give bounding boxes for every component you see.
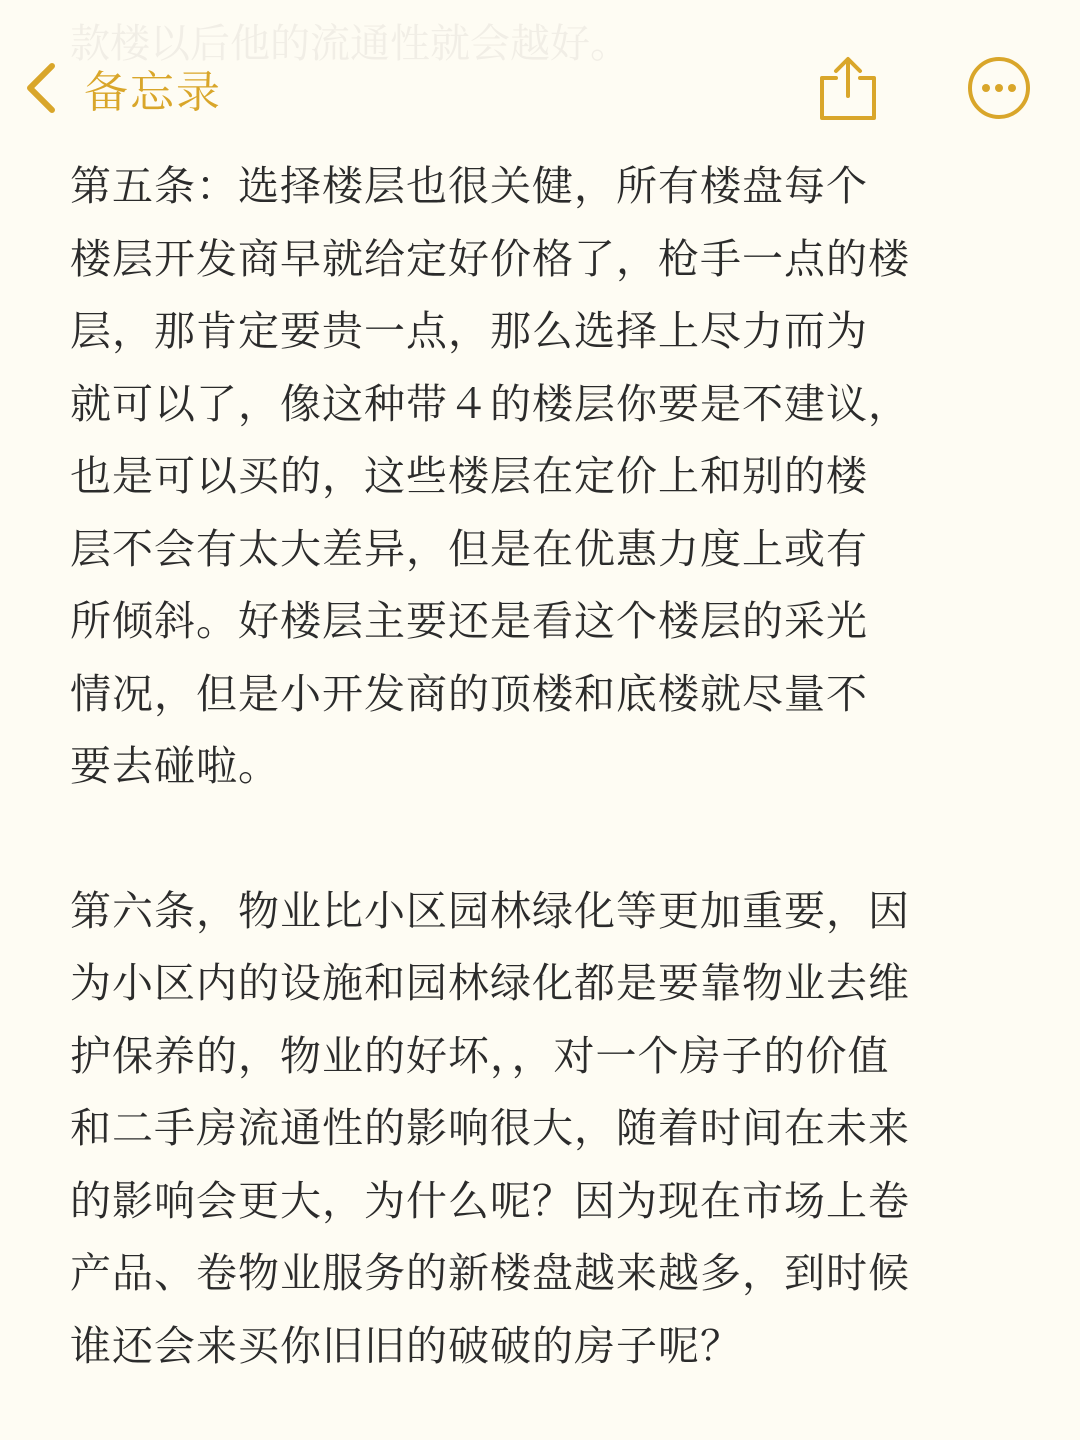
text-line: 楼层开发商早就给定好价格了，枪手一点的楼 — [70, 234, 910, 283]
text-line: 要去碰啦。 — [70, 742, 280, 790]
text-line: 第五条：选择楼层也很关健，所有楼盘每个 — [70, 162, 868, 210]
note-body[interactable] — [70, 150, 1015, 1382]
text-line: 为小区内的设施和园林绿化都是要靠物业去维 — [70, 959, 910, 1007]
text-line: 层不会有太大差异，但是在优惠力度上或有 — [70, 524, 868, 573]
text-line: 层，那肯定要贵一点，那么选择上尽力而为 — [70, 307, 868, 355]
navigation-bar — [0, 52, 1080, 124]
text-line: 的影响会更大，为什么呢？因为现在市场上卷 — [70, 1176, 910, 1225]
paragraph-spacer — [70, 803, 1015, 875]
text-line: 情况，但是小开发商的顶楼和底楼就尽量不 — [70, 669, 868, 718]
share-icon[interactable] — [816, 54, 880, 122]
text-line: 和二手房流通性的影响很大，随着时间在未来 — [70, 1104, 910, 1152]
text-line: 护保养的，物业的好坏，，对一个房子的价值 — [70, 1031, 890, 1080]
text-line: 产品、卷物业服务的新楼盘越来越多，到时候 — [70, 1249, 910, 1297]
text-line: 所倾斜。好楼层主要还是看这个楼层的采光 — [70, 597, 868, 645]
paragraph-rule-6 — [70, 875, 1015, 1383]
back-button[interactable] — [22, 52, 222, 124]
paragraph-rule-5 — [70, 150, 1015, 803]
text-line: 就可以了，像这种带４的楼层你要是不建议， — [70, 379, 910, 428]
text-line: 也是可以买的，这些楼层在定价上和别的楼 — [70, 452, 868, 500]
back-label: 备忘录 — [84, 67, 222, 118]
chevron-left-icon — [22, 60, 58, 116]
text-line: 第六条，物业比小区园林绿化等更加重要，因 — [70, 886, 910, 935]
text-line: 谁还会来买你旧旧的破破的房子呢？ — [70, 1321, 742, 1370]
ellipsis-circle-icon[interactable] — [966, 55, 1032, 121]
scrolled-previous-text: 款楼以后他的流通性就会越好。 — [70, 21, 630, 64]
